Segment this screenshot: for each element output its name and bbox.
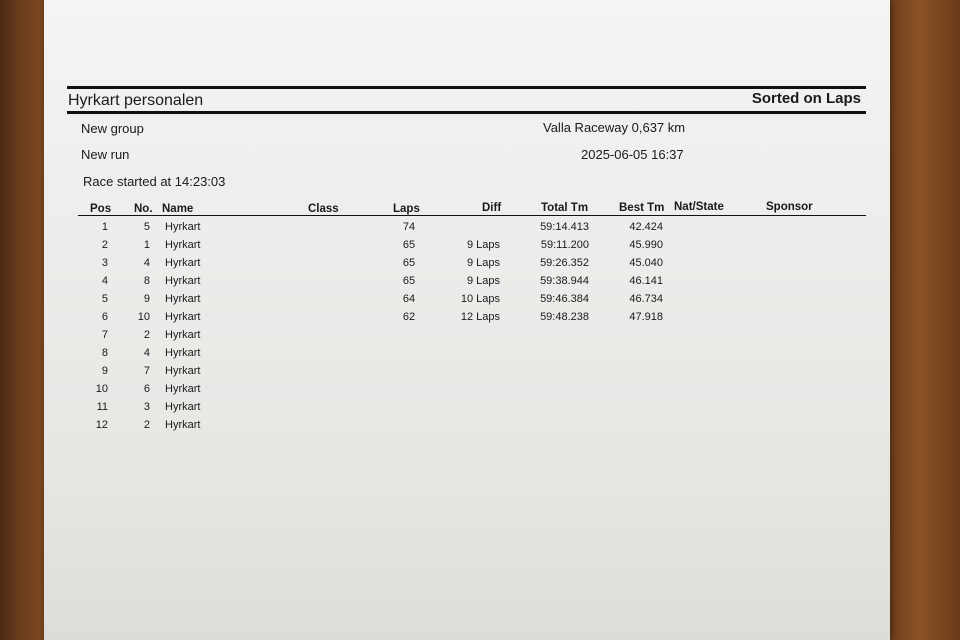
header-name: Name <box>162 203 194 215</box>
cell-best: 47.918 <box>629 311 663 323</box>
cell-no: 3 <box>143 401 150 413</box>
cell-laps: 65 <box>402 257 416 269</box>
cell-total: 59:48.238 <box>540 311 589 323</box>
cell-total: 59:38.944 <box>540 275 589 287</box>
cell-name: Hyrkart <box>165 221 201 233</box>
cell-name: Hyrkart <box>165 365 201 377</box>
cell-no: 2 <box>143 329 150 341</box>
cell-laps: 74 <box>402 221 416 233</box>
cell-laps: 62 <box>402 311 416 323</box>
cell-no: 7 <box>143 365 150 377</box>
race-start-label: Race started at 14:23:03 <box>83 174 226 189</box>
header-diff: Diff <box>482 202 502 214</box>
cell-name: Hyrkart <box>165 275 201 287</box>
cell-pos: 4 <box>101 275 108 287</box>
cell-name: Hyrkart <box>165 293 201 305</box>
header-pos: Pos <box>90 203 112 215</box>
cell-diff: 9 Laps <box>466 239 500 251</box>
cell-diff: 9 Laps <box>466 275 500 287</box>
cell-pos: 1 <box>101 221 108 233</box>
cell-pos: 12 <box>95 419 108 431</box>
cell-no: 6 <box>143 383 150 395</box>
cell-name: Hyrkart <box>165 347 201 359</box>
header-no: No. <box>134 203 153 215</box>
cell-best: 45.040 <box>629 257 663 269</box>
table-header-rule <box>78 215 866 216</box>
header-nat-state: Nat/State <box>674 201 724 213</box>
cell-diff: 12 Laps <box>460 311 500 323</box>
header-sponsor: Sponsor <box>766 201 813 213</box>
header-laps: Laps <box>393 203 420 215</box>
cell-pos: 5 <box>101 293 108 305</box>
sort-label: Sorted on Laps <box>751 90 861 107</box>
cell-no: 8 <box>143 275 150 287</box>
cell-best: 42.424 <box>629 221 663 233</box>
cell-best: 46.734 <box>629 293 663 305</box>
header-class: Class <box>308 203 339 215</box>
datetime-label: 2025-06-05 16:37 <box>581 147 684 162</box>
cell-pos: 2 <box>101 239 108 251</box>
cell-laps: 65 <box>402 239 416 251</box>
cell-total: 59:26.352 <box>540 257 589 269</box>
header-total-time: Total Tm <box>541 202 589 214</box>
cell-no: 10 <box>137 311 150 323</box>
group-label: New group <box>81 121 144 136</box>
cell-laps: 64 <box>402 293 416 305</box>
header-bottom-rule <box>67 111 866 114</box>
cell-name: Hyrkart <box>165 311 201 323</box>
cell-total: 59:14.413 <box>540 221 589 233</box>
cell-name: Hyrkart <box>165 329 201 341</box>
cell-diff: 10 Laps <box>460 293 500 305</box>
track-label: Valla Raceway 0,637 km <box>543 120 686 135</box>
cell-best: 45.990 <box>629 239 663 251</box>
cell-pos: 9 <box>101 365 108 377</box>
cell-pos: 10 <box>95 383 108 395</box>
cell-total: 59:11.200 <box>540 239 589 251</box>
cell-laps: 65 <box>402 275 416 287</box>
cell-name: Hyrkart <box>165 239 201 251</box>
header-best-time: Best Tm <box>619 202 665 214</box>
cell-no: 4 <box>143 347 150 359</box>
cell-name: Hyrkart <box>165 401 201 413</box>
cell-pos: 8 <box>101 347 108 359</box>
cell-pos: 6 <box>101 311 108 323</box>
report-title: Hyrkart personalen <box>68 92 204 109</box>
cell-pos: 7 <box>101 329 108 341</box>
cell-no: 9 <box>143 293 150 305</box>
header-top-rule <box>67 86 866 89</box>
cell-no: 5 <box>143 221 150 233</box>
cell-pos: 3 <box>101 257 108 269</box>
cell-name: Hyrkart <box>165 419 201 431</box>
cell-best: 46.141 <box>629 275 663 287</box>
run-label: New run <box>81 147 130 162</box>
cell-no: 4 <box>143 257 150 269</box>
cell-no: 2 <box>143 419 150 431</box>
cell-total: 59:46.384 <box>540 293 589 305</box>
cell-diff: 9 Laps <box>466 257 500 269</box>
cell-name: Hyrkart <box>165 383 201 395</box>
cell-name: Hyrkart <box>165 257 201 269</box>
cell-no: 1 <box>143 239 150 251</box>
cell-pos: 11 <box>96 401 108 413</box>
